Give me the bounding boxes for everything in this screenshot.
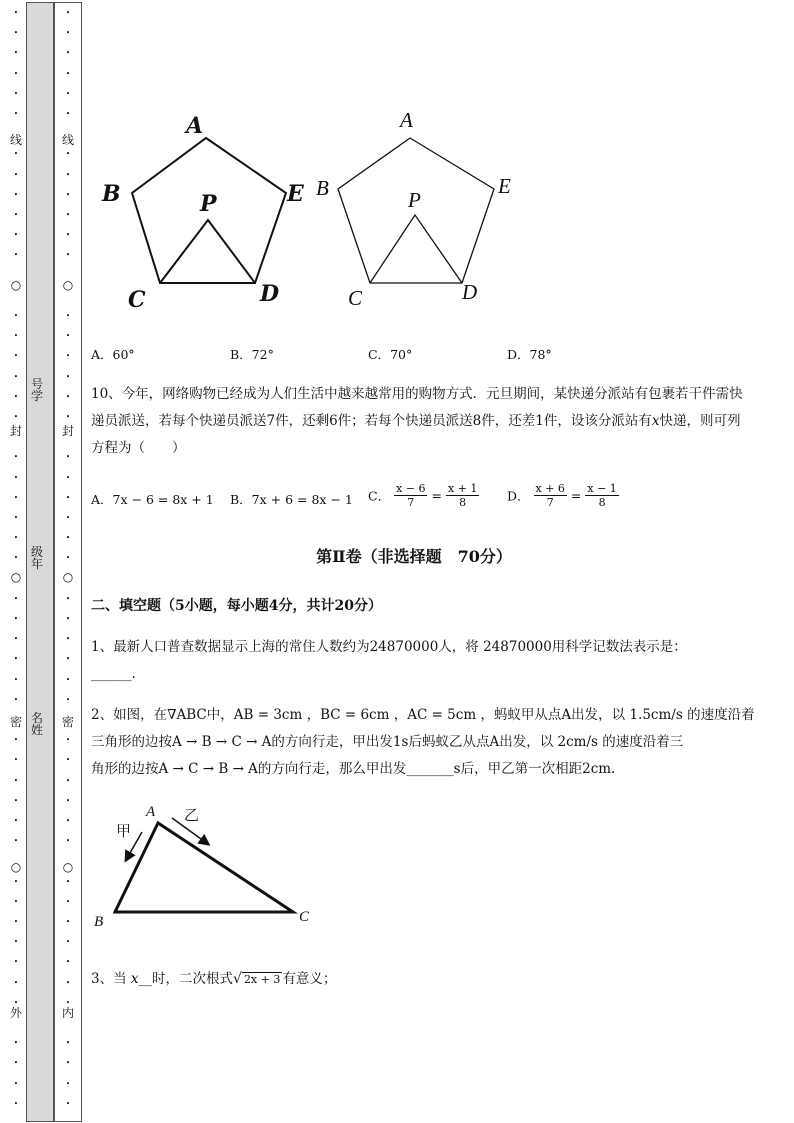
binding-circle: ○: [62, 278, 74, 292]
tri-label-A: A: [146, 804, 156, 820]
binding-dot: •: [13, 473, 19, 482]
binding-dot: •: [65, 615, 71, 623]
binding-dot: •: [13, 978, 19, 987]
binding-dot: •: [13, 493, 19, 502]
binding-dot: •: [65, 635, 71, 644]
triangle-abc: [115, 823, 293, 912]
binding-dot: •: [13, 817, 19, 825]
binding-dot: •: [65, 89, 71, 98]
right-label-C: C: [348, 286, 363, 310]
binding-dot: •: [13, 49, 19, 58]
fill-q2-line2: 三角形的边按A → B → C → A的方向行走，甲出发1s后蚂蚁乙从点A出发，以 2cm/s 的速度沿着三: [91, 734, 684, 750]
binding-dot: •: [65, 918, 71, 926]
binding-dot: •: [65, 413, 71, 421]
binding-dot: •: [65, 998, 71, 1007]
field-label-id: 号学: [31, 377, 44, 403]
binding-dot: •: [13, 29, 19, 38]
binding-dot: •: [65, 1099, 71, 1108]
binding-dot: •: [65, 756, 71, 765]
fill-q2-line3: 角形的边按A → C → B → A的方向行走，那么甲出发_______s后，甲乙第一次相距2cm.: [91, 761, 616, 777]
binding-dot: •: [65, 655, 71, 664]
binding-dot: •: [13, 9, 19, 17]
binding-dot: •: [65, 675, 71, 684]
binding-dot: •: [65, 958, 71, 967]
binding-dot: •: [13, 837, 19, 846]
binding-dot: •: [65, 251, 71, 260]
binding-dot: •: [13, 938, 19, 947]
binding-dot: •: [13, 1079, 19, 1088]
binding-dot: •: [65, 29, 71, 38]
binding-dot: •: [13, 635, 19, 644]
fill-q2: [91, 702, 755, 783]
binding-dot: •: [13, 615, 19, 623]
field-label-grade: 级年: [31, 545, 44, 571]
binding-dot: •: [65, 211, 71, 219]
binding-label: 外: [9, 1006, 22, 1020]
binding-dot: •: [13, 251, 19, 260]
binding-dot: •: [65, 817, 71, 825]
q10-option-c: C． $\frac{x - 6}{7}$ = $\frac{x + 1}{8}$: [368, 482, 478, 509]
binding-label: 内: [61, 1006, 74, 1020]
q9-option-d: D．78°: [507, 347, 552, 362]
binding-dot: •: [65, 897, 71, 906]
pentagon-figures: [90, 105, 530, 320]
binding-dot: •: [65, 877, 71, 886]
binding-dot: •: [65, 938, 71, 947]
tri-label-yi: 乙: [184, 806, 200, 824]
q10-options: [91, 482, 731, 518]
binding-label: 封: [61, 424, 74, 438]
binding-dot: •: [13, 150, 19, 159]
binding-dot: •: [65, 1059, 71, 1068]
binding-label: 封: [9, 424, 22, 438]
right-label-P: P: [408, 188, 421, 212]
sqrt-radicand: 2x + 3: [243, 973, 281, 986]
right-label-D: D: [462, 280, 478, 304]
section2-heading: 二、填空题（5小题，每小题4分，共计20分）: [91, 598, 382, 614]
binding-dot: •: [65, 332, 71, 341]
binding-dot: •: [13, 554, 19, 563]
left-label-A: A: [186, 113, 204, 139]
fill-q1-blank: ______.: [91, 666, 136, 682]
binding-dot: •: [65, 9, 71, 17]
binding-dot: •: [13, 453, 19, 462]
binding-dot: •: [13, 594, 19, 603]
binding-dot: •: [65, 170, 71, 179]
q9-option-a: A．60°: [91, 347, 135, 362]
binding-dot: •: [65, 352, 71, 361]
binding-dot: •: [65, 190, 71, 199]
binding-dot: •: [13, 392, 19, 401]
q9-option-c: C．70°: [368, 347, 413, 362]
binding-dot: •: [65, 1039, 71, 1048]
triangle-figure: [88, 798, 328, 933]
binding-dot: •: [65, 372, 71, 381]
binding-dot: •: [13, 1039, 19, 1048]
binding-dot: •: [65, 150, 71, 159]
binding-dot: •: [65, 312, 71, 320]
binding-dot: •: [13, 736, 19, 745]
binding-dot: •: [65, 473, 71, 482]
binding-dot: •: [65, 554, 71, 563]
binding-dot: •: [65, 453, 71, 462]
binding-dot: •: [13, 89, 19, 98]
left-label-B: B: [102, 181, 121, 207]
binding-dot: •: [13, 514, 19, 522]
binding-dot: •: [13, 776, 19, 785]
binding-dot: •: [13, 332, 19, 341]
binding-dot: •: [65, 776, 71, 785]
binding-circle: ○: [10, 860, 22, 874]
binding-dot: •: [65, 736, 71, 745]
right-label-A: A: [400, 108, 413, 132]
binding-dot: •: [13, 312, 19, 320]
q10-option-b: B．7x + 6 = 8x − 1: [230, 492, 353, 507]
binding-dot: •: [13, 675, 19, 684]
binding-dot: •: [65, 392, 71, 401]
binding-dot: •: [65, 49, 71, 58]
binding-label: 密: [61, 715, 74, 729]
left-label-P: P: [200, 191, 217, 217]
binding-dot: •: [65, 837, 71, 846]
fill-q1: 1、最新人口普查数据显示上海的常住人数约为24870000人，将 24870000用科学记数法表示是： ______.: [91, 639, 687, 682]
binding-dot: •: [13, 170, 19, 179]
binding-dot: •: [13, 877, 19, 886]
binding-dot: •: [65, 534, 71, 543]
binding-dot: •: [13, 352, 19, 361]
binding-dot: •: [13, 534, 19, 543]
binding-dot: •: [13, 231, 19, 240]
q9-options: [91, 345, 691, 363]
field-label-name: 名姓: [31, 711, 44, 737]
binding-dot: •: [13, 413, 19, 421]
binding-dot: •: [65, 796, 71, 805]
left-label-C: C: [128, 287, 146, 313]
binding-label: 线: [9, 133, 22, 147]
binding-dot: •: [13, 655, 19, 664]
binding-circle: ○: [62, 570, 74, 584]
binding-dot: •: [65, 231, 71, 240]
binding-dot: •: [13, 958, 19, 967]
binding-dot: •: [13, 110, 19, 118]
q9-option-b: B．72°: [230, 347, 274, 362]
binding-circle: ○: [62, 860, 74, 874]
right-label-B: B: [316, 176, 329, 200]
binding-dot: •: [65, 1079, 71, 1088]
binding-dot: •: [13, 372, 19, 381]
binding-circle: ○: [10, 278, 22, 292]
tri-label-C: C: [299, 909, 310, 925]
binding-dot: •: [13, 897, 19, 906]
binding-circle: ○: [10, 570, 22, 584]
binding-dot: •: [65, 594, 71, 603]
fill-q3: 3、当 x__时，二次根式√ 2x + 3 有意义；: [91, 971, 337, 987]
binding-dot: •: [13, 998, 19, 1007]
binding-dot: •: [13, 695, 19, 704]
binding-dot: •: [13, 756, 19, 765]
part2-title: 第Ⅱ卷（非选择题 70分）: [316, 547, 512, 566]
binding-dot: •: [65, 493, 71, 502]
binding-dot: •: [65, 695, 71, 704]
binding-dot: •: [13, 1099, 19, 1108]
right-label-E: E: [498, 174, 511, 198]
left-label-E: E: [287, 181, 304, 207]
binding-dot: •: [13, 796, 19, 805]
binding-dot: •: [65, 514, 71, 522]
binding-dot: •: [65, 110, 71, 118]
binding-dot: •: [13, 918, 19, 926]
tri-label-jia: 甲: [116, 822, 132, 840]
binding-label: 线: [61, 133, 74, 147]
binding-dot: •: [13, 1059, 19, 1068]
binding-label: 密: [9, 715, 22, 729]
binding-dot: •: [13, 190, 19, 199]
q10-option-d: D． $\frac{x + 6}{7}$ = $\frac{x - 1}{8}$: [507, 482, 617, 509]
left-label-D: D: [260, 281, 280, 307]
q10-stem: 10、今年，网络购物已经成为人们生活中越来越常用的购物方式．元旦期间，某快递分派站有包裹若干件需快递员派送，若每个快递员派送7件，还剩6件；若每个快递员派送8件，还差1件，设该分派站有x快递，则可列方程为（ ）: [91, 386, 743, 456]
q10-option-a: A．7x − 6 = 8x + 1: [91, 492, 214, 507]
sqrt-symbol: √: [233, 971, 242, 987]
binding-dot: •: [65, 69, 71, 78]
binding-dot: •: [65, 978, 71, 987]
fill-q2-line1: 2、如图，在∇ABC中，AB = 3cm ，BC = 6cm ，AC = 5cm ，蚂蚁甲从点A出发，以 1.5cm/s 的速度沿着: [91, 707, 755, 723]
tri-label-B: B: [94, 914, 104, 930]
binding-dot: •: [13, 211, 19, 219]
binding-dot: •: [13, 69, 19, 78]
